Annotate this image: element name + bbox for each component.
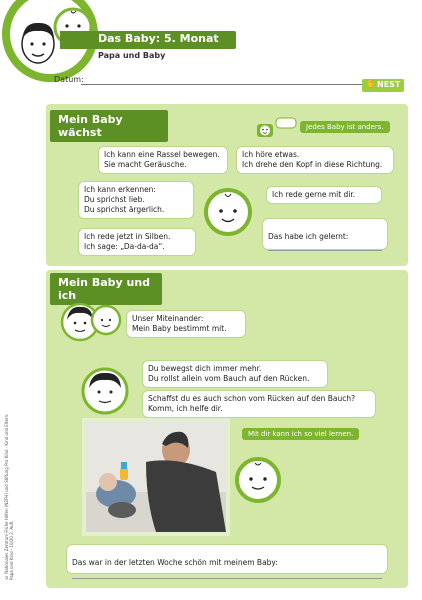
nest-label: NEST — [377, 80, 401, 89]
weekly-notes-label: Das war in der letzten Woche schön mit meinem Baby: — [72, 558, 278, 567]
bubble-rattle: Ich kann eine Rassel bewegen. Sie macht Geräusche. — [98, 146, 228, 174]
bubble-roll: Schaffst du es auch schon vom Rücken auf den Bauch? Komm, ich helfe dir. — [142, 390, 376, 418]
date-label: Datum: — [54, 75, 84, 84]
page-subtitle: Papa und Baby — [98, 51, 166, 60]
weekly-notes-box[interactable] — [66, 544, 388, 574]
bubble-together: Unser Miteinander: Mein Baby bestimmt mit. — [126, 310, 246, 338]
tag-every-baby-different: Jedes Baby ist anders. — [300, 121, 390, 133]
bubble-recognize: Ich kann erkennen: Du sprichst lieb. Du sprichst ärgerlich. — [78, 181, 194, 219]
learned-label: Das habe ich gelernt: — [268, 232, 349, 241]
bubble-syllables: Ich rede jetzt in Silben. Ich sage: „Da-da-da“. — [78, 228, 196, 256]
father-face-icon — [80, 366, 130, 416]
bubble-talk: Ich rede gerne mit dir. — [266, 186, 382, 204]
tag-learn-together: Mit dir kann ich so viel lernen. — [242, 428, 359, 440]
side-legal-text: © Nationales Zentrum Frühe Hilfen (NZFH) und Stiftung Pro Kind · Kind und Eltern: Papa und Kind · 10/20 2. Aufl. — [4, 413, 14, 580]
page-title: Das Baby: 5. Monat — [98, 32, 219, 45]
section-together-title: Mein Baby und ich — [50, 273, 162, 305]
baby-face-icon — [203, 187, 253, 237]
section-growth-title: Mein Baby wächst — [50, 110, 168, 142]
father-and-baby-icon — [60, 302, 124, 342]
baby-face-icon — [234, 456, 282, 504]
bubble-hear: Ich höre etwas. Ich drehe den Kopf in diese Richtung. — [236, 146, 394, 174]
nest-hand-icon: ✋ — [366, 79, 376, 88]
date-field-line[interactable] — [81, 84, 363, 85]
faces-talk-icon — [256, 117, 298, 139]
weekly-notes-line[interactable] — [72, 578, 382, 579]
bubble-learned[interactable] — [262, 218, 388, 250]
bubble-move: Du bewegst dich immer mehr. Du rollst allein vom Bauch auf den Rücken. — [142, 360, 328, 388]
father-baby-photo — [82, 418, 230, 536]
learned-write-line[interactable] — [268, 250, 382, 251]
